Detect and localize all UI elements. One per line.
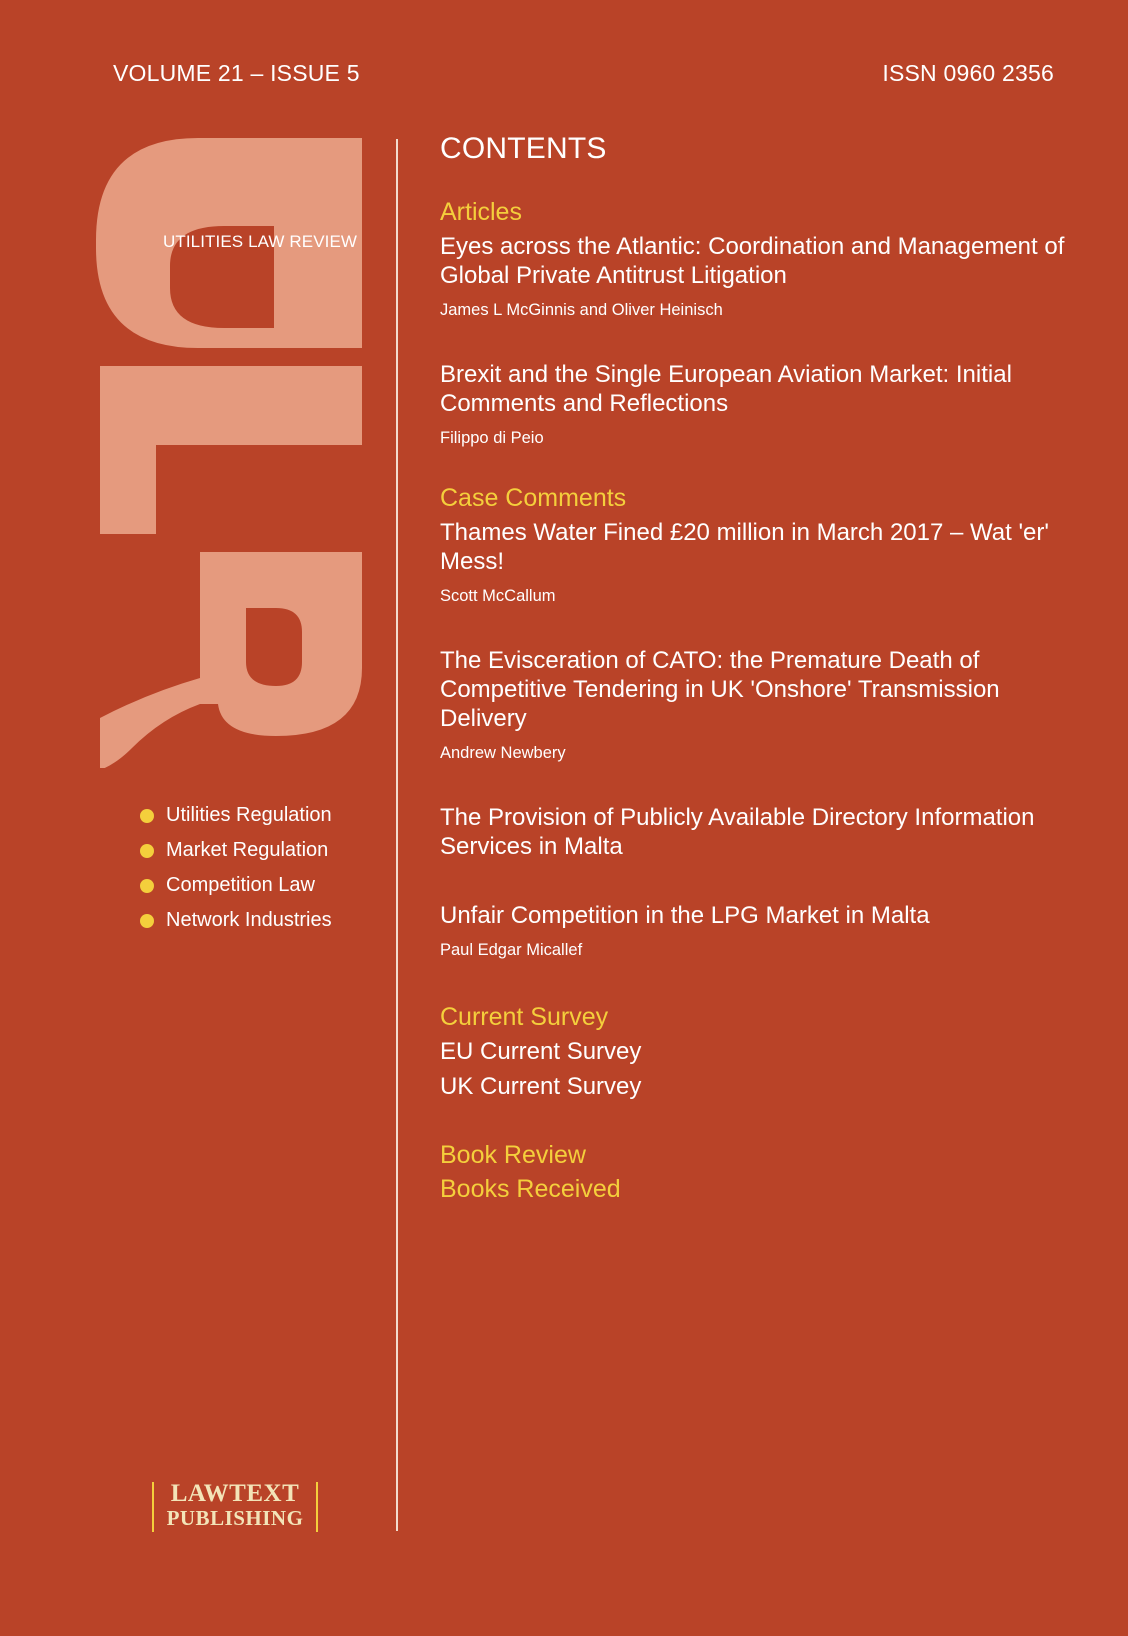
article-title: Eyes across the Atlantic: Coordination and Management of Global Private Antitrust Litigation [440, 233, 1065, 289]
topic-item: Competition Law [140, 868, 332, 903]
case-comment-item [440, 901, 1080, 960]
bullet-icon [140, 809, 154, 823]
case-comment-author: Scott McCallum [440, 587, 556, 605]
vertical-divider [396, 139, 398, 1531]
article-item [440, 360, 1080, 448]
case-comment-item [440, 646, 1080, 763]
topic-item: Network Industries [140, 903, 332, 938]
contents-column [440, 132, 1080, 1206]
article-title: Brexit and the Single European Aviation Market: Initial Comments and Reflections [440, 361, 1012, 417]
case-comment-author: Paul Edgar Micallef [440, 941, 583, 959]
case-comment-author: Andrew Newbery [440, 744, 566, 762]
case-comment-title: The Evisceration of CATO: the Premature Death of Competitive Tendering in UK 'Onshore' Transmission Delivery [440, 647, 1000, 732]
article-item [440, 232, 1080, 320]
books-received-heading: Books Received [440, 1175, 621, 1203]
topic-item: Utilities Regulation [140, 798, 332, 833]
logo-letter-l [100, 366, 362, 534]
publisher-line2: PUBLISHING [166, 1506, 304, 1530]
book-review-heading: Book Review [440, 1141, 586, 1169]
volume-issue: VOLUME 21 – ISSUE 5 [113, 60, 360, 86]
topics-list [140, 798, 332, 938]
articles-heading: Articles [440, 198, 522, 226]
survey-item: EU Current Survey [440, 1038, 642, 1065]
case-comment-item [440, 518, 1080, 606]
article-author: Filippo di Peio [440, 429, 544, 447]
article-author: James L McGinnis and Oliver Heinisch [440, 301, 723, 319]
issn: ISSN 0960 2356 [882, 60, 1054, 86]
contents-heading: CONTENTS [440, 132, 607, 165]
case-comments-heading: Case Comments [440, 484, 627, 512]
case-comment-title: The Provision of Publicly Available Directory Information Services in Malta [440, 804, 1035, 860]
current-survey-heading: Current Survey [440, 1003, 609, 1031]
case-comment-title: Unfair Competition in the LPG Market in Malta [440, 902, 930, 929]
bullet-icon [140, 879, 154, 893]
topic-item: Market Regulation [140, 833, 332, 868]
bullet-icon [140, 844, 154, 858]
publisher-line1: LAWTEXT [170, 1480, 300, 1507]
logo-tagline: UTILITIES LAW REVIEW [163, 232, 358, 251]
logo-letter-r [100, 552, 362, 768]
case-comment-title: Thames Water Fined £20 million in March 2017 – Wat 'er' Mess! [440, 519, 1049, 575]
survey-item: UK Current Survey [440, 1073, 642, 1100]
bullet-icon [140, 914, 154, 928]
publisher-logo [152, 1482, 318, 1532]
case-comment-item [440, 803, 1080, 861]
